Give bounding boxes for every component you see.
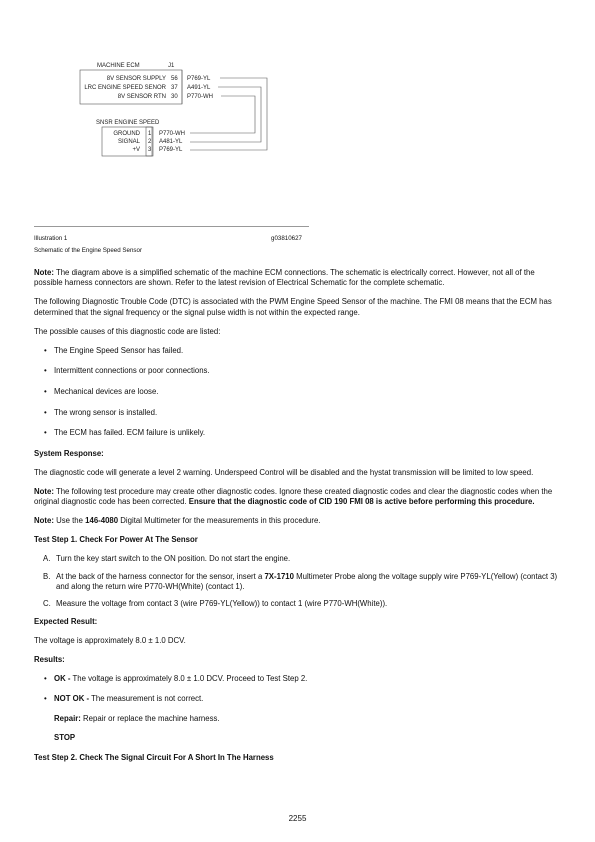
expected-result-text: The voltage is approximately 8.0 ± 1.0 DCV. [34, 635, 186, 645]
sensor-pin-number: 2 [148, 139, 152, 145]
sensor-wire-label: A481-YL [159, 139, 183, 145]
ecm-pin-number: 30 [171, 94, 178, 100]
list-item: • Mechanical devices are loose. [34, 387, 562, 397]
ecm-pin-label: 8V SENSOR SUPPLY [106, 76, 166, 82]
sensor-wire-label: P769-YL [159, 147, 183, 153]
repair-instruction: Repair: Repair or replace the machine harness. [54, 713, 220, 723]
note-test-procedure: Note: The following test procedure may create other diagnostic codes. Ignore these created diagnostic codes and clear the diagnostic codes when the original diagnostic code has been corrected. Ensure that the diagnostic code of CID 190 FMI 08 is active before performing this procedure. [34, 486, 553, 507]
list-item: • Intermittent connections or poor connections. [34, 366, 562, 376]
step-item: A. Turn the key start switch to the ON position. Do not start the engine. [43, 554, 291, 564]
results-list [34, 674, 562, 705]
sensor-pin-label: +V [132, 147, 140, 153]
page-number: 2255 [288, 814, 307, 823]
step1-list [34, 554, 562, 610]
sensor-pin-number: 3 [148, 147, 152, 153]
note-multimeter: Note: Use the 146-4080 Digital Multimeter for the measurements in this procedure. [34, 516, 321, 526]
illustration-caption: Schematic of the Engine Speed Sensor [34, 247, 143, 254]
result-ok: • OK - The voltage is approximately 8.0 ± 1.0 DCV. Proceed to Test Step 2. [34, 674, 562, 684]
list-item: • The Engine Speed Sensor has failed. [34, 346, 562, 356]
sensor-wire-label: P770-WH [159, 131, 186, 137]
ecm-wire-label: A491-YL [187, 85, 211, 91]
document-body [34, 268, 562, 772]
step2-heading: Test Step 2. Check The Signal Circuit For A Short In The Harness [34, 752, 274, 762]
note-schematic: Note: The diagram above is a simplified schematic of the machine ECM connections. The schematic is electrically correct. However, not all of the possible harness connectors are shown. Refer to the latest revision of Electrical Schematic for the complete schematic. [34, 268, 535, 288]
system-response-text: The diagnostic code will generate a level 2 warning. Underspeed Control will be disabled and the hystat transmission will be limited to low speed. [34, 467, 534, 477]
ecm-pin-number: 37 [171, 85, 178, 91]
list-item: • The wrong sensor is installed. [34, 408, 562, 418]
illustration-number: Illustration 1 [34, 235, 68, 242]
ecm-pin-number: 56 [171, 76, 178, 82]
sensor-pin-label: SIGNAL [117, 139, 140, 145]
step-item: B. At the back of the harness connector for the sensor, insert a 7X-1710 Multimeter Probe along the voltage supply wire P769-YL(Yellow) (contact 3) and along the return wire P770-WH(White) (contact 1). [43, 571, 558, 591]
machine-ecm-label: MACHINE ECM [97, 63, 140, 69]
sensor-pin-label: GROUND [113, 131, 140, 137]
dtc-intro: The following Diagnostic Trouble Code (DTC) is associated with the PWM Engine Speed Sensor of the machine. The FMI 08 means that the ECM has determined that the signal frequency or the signal pulse width is not within the expected range. [34, 297, 552, 317]
results-heading: Results: [34, 654, 65, 664]
illustration-id: g03810627 [271, 235, 302, 242]
ecm-pin-label: 8V SENSOR RTN [117, 94, 166, 100]
causes-intro: The possible causes of this diagnostic code are listed: [34, 326, 221, 336]
step-item: C. Measure the voltage from contact 3 (wire P769-YL(Yellow)) to contact 1 (wire P770-WH(White)). [43, 599, 388, 609]
ecm-pin-label: LRC ENGINE SPEED SENOR [84, 85, 166, 91]
sensor-title: SNSR ENGINE SPEED [96, 120, 160, 126]
stop-label: STOP [54, 733, 76, 743]
result-not-ok: • NOT OK - The measurement is not correct. [34, 694, 562, 704]
expected-result-heading: Expected Result: [34, 616, 98, 626]
system-response-heading: System Response: [34, 448, 104, 458]
ecm-wire-label: P770-WH [187, 94, 214, 100]
step1-heading: Test Step 1. Check For Power At The Sensor [34, 535, 198, 545]
sensor-pin-number: 1 [148, 131, 152, 137]
ecm-wire-label: P769-YL [187, 76, 211, 82]
engine-speed-sensor-schematic [60, 58, 290, 168]
causes-list [34, 346, 562, 439]
j1-label: J1 [168, 63, 175, 69]
list-item: • The ECM has failed. ECM failure is unlikely. [34, 428, 562, 438]
caption-divider [34, 226, 309, 227]
